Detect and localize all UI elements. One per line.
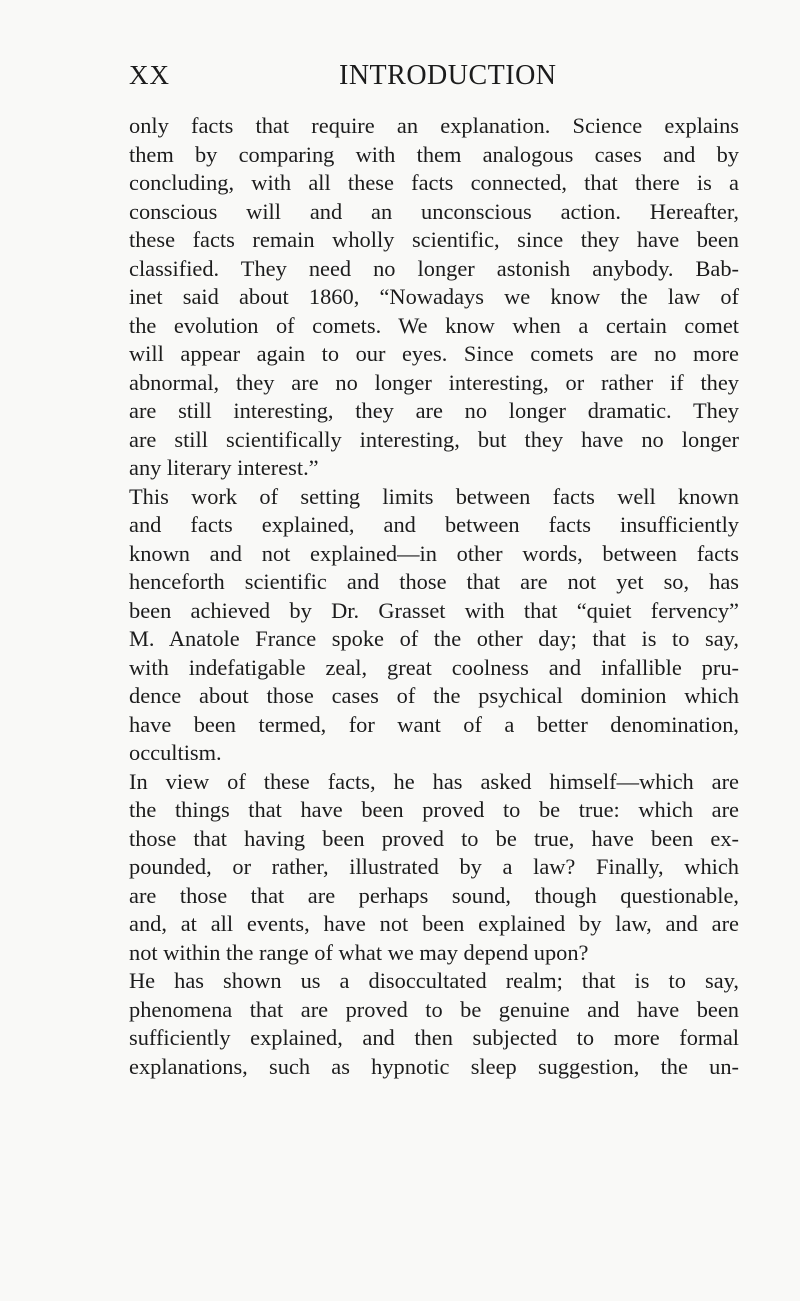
- text-line: pounded, or rather, illustrated by a law? Finally, which: [129, 854, 739, 879]
- text-line: explanations, such as hypnotic sleep suggestion, the un-: [129, 1053, 739, 1079]
- text-line: been achieved by Dr. Grasset with that “quiet fervency”: [129, 597, 739, 623]
- text-line: In view of these facts, he has asked himself—which are: [129, 768, 739, 794]
- text-line: occultism.: [129, 740, 222, 765]
- text-line: any literary interest.”: [129, 455, 319, 480]
- chapter-heading: INTRODUCTION: [339, 60, 557, 91]
- running-head: [129, 60, 739, 96]
- text-line: conscious will and an unconscious action. Hereafter,: [129, 198, 739, 224]
- body-text: [129, 112, 739, 1081]
- text-line: are those that are perhaps sound, though questionable,: [129, 882, 739, 908]
- text-line: have been termed, for want of a better denomination,: [129, 711, 739, 737]
- page-number: XX: [129, 60, 170, 90]
- text-line: inet said about 1860, “Nowadays we know the law of: [129, 284, 739, 309]
- text-line: He has shown us a disoccultated realm; that is to say,: [129, 968, 739, 993]
- text-line: dence about those cases of the psychical dominion which: [129, 683, 739, 708]
- text-line: phenomena that are proved to be genuine and have been: [129, 996, 739, 1022]
- text-line: M. Anatole France spoke of the other day; that is to say,: [129, 626, 739, 651]
- text-line: the evolution of comets. We know when a certain comet: [129, 312, 739, 338]
- text-line: concluding, with all these facts connected, that there is a: [129, 170, 739, 195]
- text-line: will appear again to our eyes. Since comets are no more: [129, 341, 739, 366]
- text-line: not within the range of what we may depend upon?: [129, 939, 589, 965]
- text-line: are still interesting, they are no longer dramatic. They: [129, 398, 739, 423]
- text-line: classified. They need no longer astonish anybody. Bab-: [129, 255, 739, 281]
- text-line: abnormal, they are no longer interesting, or rather if they: [129, 369, 739, 395]
- text-line: these facts remain wholly scientific, since they have been: [129, 227, 739, 252]
- text-line: those that having been proved to be true, have been ex-: [129, 825, 739, 851]
- text-line: and, at all events, have not been explained by law, and are: [129, 911, 739, 936]
- text-line: them by comparing with them analogous cases and by: [129, 141, 739, 167]
- text-line: are still scientifically interesting, but they have no longer: [129, 426, 739, 452]
- text-line: and facts explained, and between facts insufficiently: [129, 512, 739, 537]
- text-line: This work of setting limits between facts well known: [129, 483, 739, 509]
- text-line: only facts that require an explanation. Science explains: [129, 113, 739, 138]
- text-line: with indefatigable zeal, great coolness and infallible pru-: [129, 654, 739, 680]
- text-line: the things that have been proved to be true: which are: [129, 797, 739, 822]
- text-line: sufficiently explained, and then subjected to more formal: [129, 1025, 739, 1050]
- text-line: known and not explained—in other words, between facts: [129, 540, 739, 566]
- text-line: henceforth scientific and those that are not yet so, has: [129, 569, 739, 594]
